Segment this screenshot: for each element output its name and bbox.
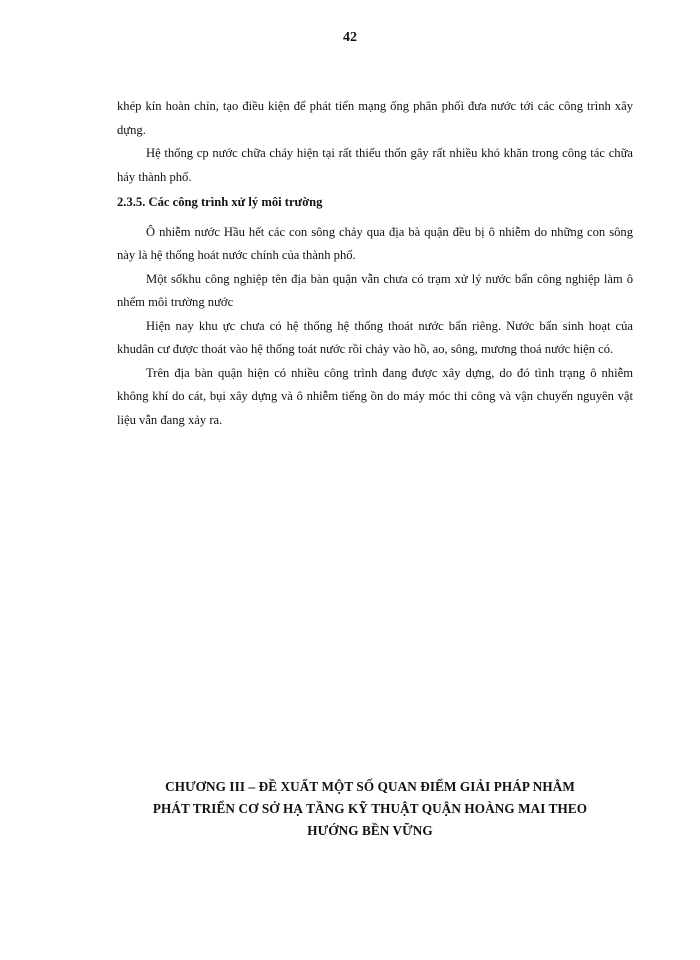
paragraph: Hiện nay khu ực chưa có hệ thống hệ thống thoát nước bẩn riêng. Nước bẩn sinh hoạt của khudân cư được thoát vào hệ thống toát nước rồi chảy vào hồ, ao, sông, mương thoá nước hiện có. <box>117 318 633 356</box>
chapter-title-line: CHƯƠNG III – ĐỀ XUẤT MỘT SỐ QUAN ĐIỂM GIẢI PHÁP NHẰM <box>165 779 575 794</box>
paragraph: Một sốkhu công nghiệp tên địa bàn quận vẫn chưa có trạm xử lý nước bẩn công nghiệp làm ô nhểm môi trường nước <box>117 271 633 309</box>
paragraph: Trên địa bàn quận hiện có nhiều công trình đang được xây dựng, do đó tình trạng ô nhiễm không khí do cát, bụi xây dựng và ô nhiễm tiếng ồn do máy móc thi công và vận chuyển nguyên vật liệu vẫn đang xảy ra. <box>117 365 633 427</box>
chapter-title <box>110 776 630 842</box>
paragraph: khép kín hoàn chỉn, tạo điều kiện để phát tiển mạng ống phân phối đưa nước tới các công trình xây dựng. <box>117 99 633 137</box>
section-water-supply-text <box>117 95 633 189</box>
paragraph: Hệ thống cp nước chữa cháy hiện tại rất thiếu thốn gây rất nhiều khó khăn trong công tác chữa háy thành phố. <box>117 146 633 184</box>
chapter-title-line: HƯỚNG BỀN VỮNG <box>307 823 433 838</box>
section-environment <box>117 191 633 432</box>
chapter-title-line: PHÁT TRIỂN CƠ SỞ HẠ TẦNG KỸ THUẬT QUẬN HOÀNG MAI THEO <box>152 801 588 816</box>
page-number: 42 <box>343 30 357 45</box>
section-heading: 2.3.5. Các công trình xử lý môi trường <box>117 195 323 209</box>
paragraph: Ô nhiễm nước Hầu hết các con sông chảy qua địa bà quận đều bị ô nhiễm do những con sông này là hệ thống hoát nước chính của thành phố. <box>117 224 633 262</box>
